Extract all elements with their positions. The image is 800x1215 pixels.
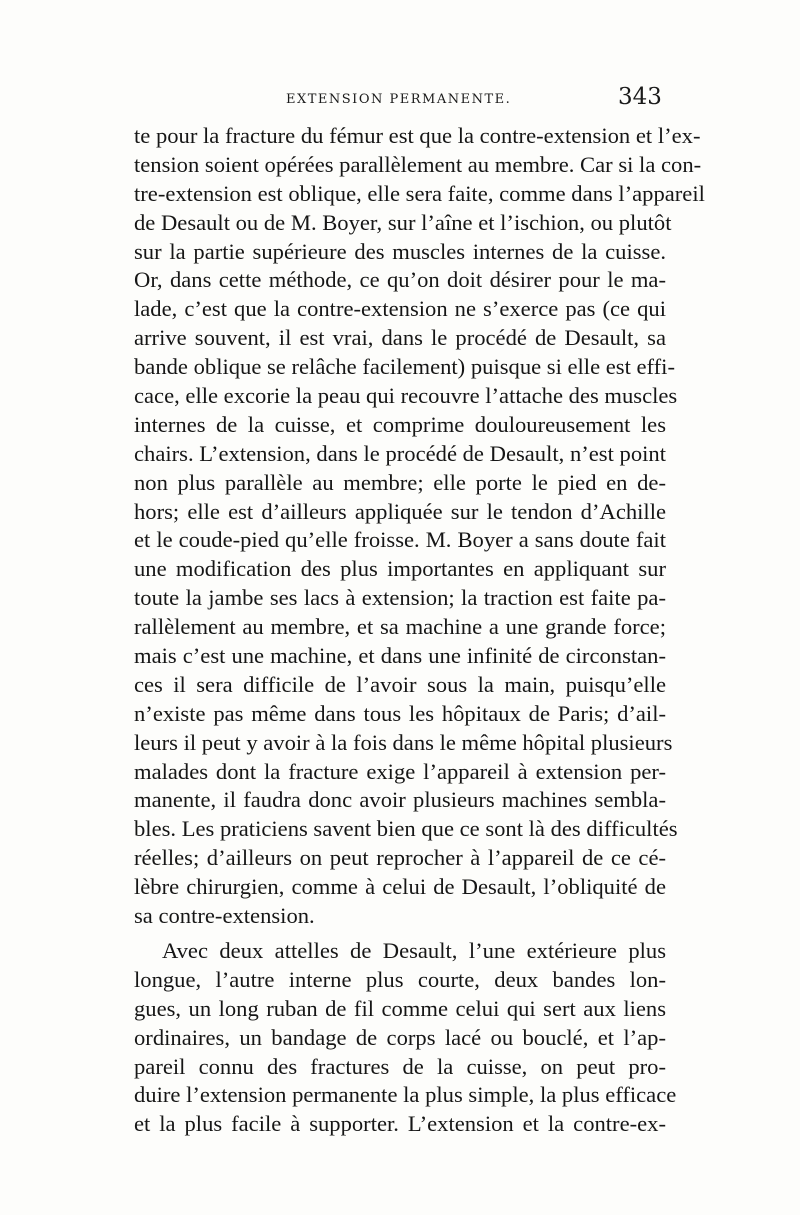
text-line: tre-extension est oblique, elle sera faite, comme dans l’appareil	[134, 180, 705, 206]
text-line: n’existe pas même dans tous les hôpitaux de Paris; d’ail-	[134, 700, 666, 726]
text-line: rallèlement au membre, et sa machine a une grande force;	[134, 614, 666, 640]
body-text	[134, 122, 705, 1139]
text-line: lèbre chirurgien, comme à celui de Desault, l’obliquité de	[134, 874, 666, 900]
text-line: malades dont la fracture exige l’appareil à extension per-	[134, 758, 666, 784]
text-line: sa contre-extension.	[134, 903, 315, 929]
running-title: EXTENSION PERMANENTE.	[286, 92, 512, 107]
text-line: de Desault ou de M. Boyer, sur l’aîne et l’ischion, ou plutôt	[134, 209, 672, 235]
text-line: arrive souvent, il est vrai, dans le procédé de Desault, sa	[134, 325, 666, 351]
text-line: non plus parallèle au membre; elle porte le pied en de-	[134, 469, 666, 495]
text-line: duire l’extension permanente la plus simple, la plus efficace	[134, 1082, 677, 1108]
text-line: sur la partie supérieure des muscles internes de la cuisse.	[134, 238, 666, 264]
paragraph-1	[134, 122, 705, 931]
text-line: ces il sera difficile de l’avoir sous la main, puisqu’elle	[134, 671, 666, 697]
text-line: longue, l’autre interne plus courte, deux bandes lon-	[134, 966, 666, 992]
text-line: internes de la cuisse, et comprime douloureusement les	[134, 411, 666, 437]
text-line: bles. Les praticiens savent bien que ce sont là des difficultés	[134, 816, 678, 842]
text-line: te pour la fracture du fémur est que la contre-extension et l’ex-	[134, 123, 701, 148]
text-line: bande oblique se relâche facilement) puisque si elle est effi-	[134, 354, 675, 380]
text-line: mais c’est une machine, et dans une infinité de circonstan-	[134, 643, 666, 669]
text-line: leurs il peut y avoir à la fois dans le même hôpital plusieurs	[134, 729, 673, 755]
text-line: gues, un long ruban de fil comme celui qui sert aux liens	[134, 995, 666, 1021]
text-line: Or, dans cette méthode, ce qu’on doit désirer pour le ma-	[134, 267, 666, 293]
text-line: et la plus facile à supporter. L’extension et la contre-ex-	[134, 1111, 666, 1137]
text-line: ordinaires, un bandage de corps lacé ou bouclé, et l’ap-	[134, 1024, 666, 1050]
text-line: Avec deux attelles de Desault, l’une extérieure plus	[162, 937, 666, 963]
page-number: 343	[618, 84, 662, 110]
text-line: et le coude-pied qu’elle froisse. M. Boyer a sans doute fait	[134, 527, 666, 553]
text-line: réelles; d’ailleurs on peut reprocher à l’appareil de ce cé-	[134, 845, 666, 871]
text-line: tension soient opérées parallèlement au membre. Car si la con-	[134, 151, 702, 177]
text-line: manente, il faudra donc avoir plusieurs machines sembla-	[134, 787, 666, 813]
text-line: cace, elle excorie la peau qui recouvre l’attache des muscles	[134, 383, 678, 409]
text-line: toute la jambe ses lacs à extension; la traction est faite pa-	[134, 585, 666, 611]
text-line: lade, c’est que la contre-extension ne s’exerce pas (ce qui	[134, 296, 666, 322]
paragraph-2	[134, 937, 677, 1139]
text-line: une modification des plus importantes en appliquant sur	[134, 556, 666, 582]
text-line: hors; elle est d’ailleurs appliquée sur le tendon d’Achille	[134, 498, 666, 524]
text-line: pareil connu des fractures de la cuisse, on peut pro-	[134, 1053, 666, 1079]
text-line: chairs. L’extension, dans le procédé de Desault, n’est point	[134, 440, 666, 466]
